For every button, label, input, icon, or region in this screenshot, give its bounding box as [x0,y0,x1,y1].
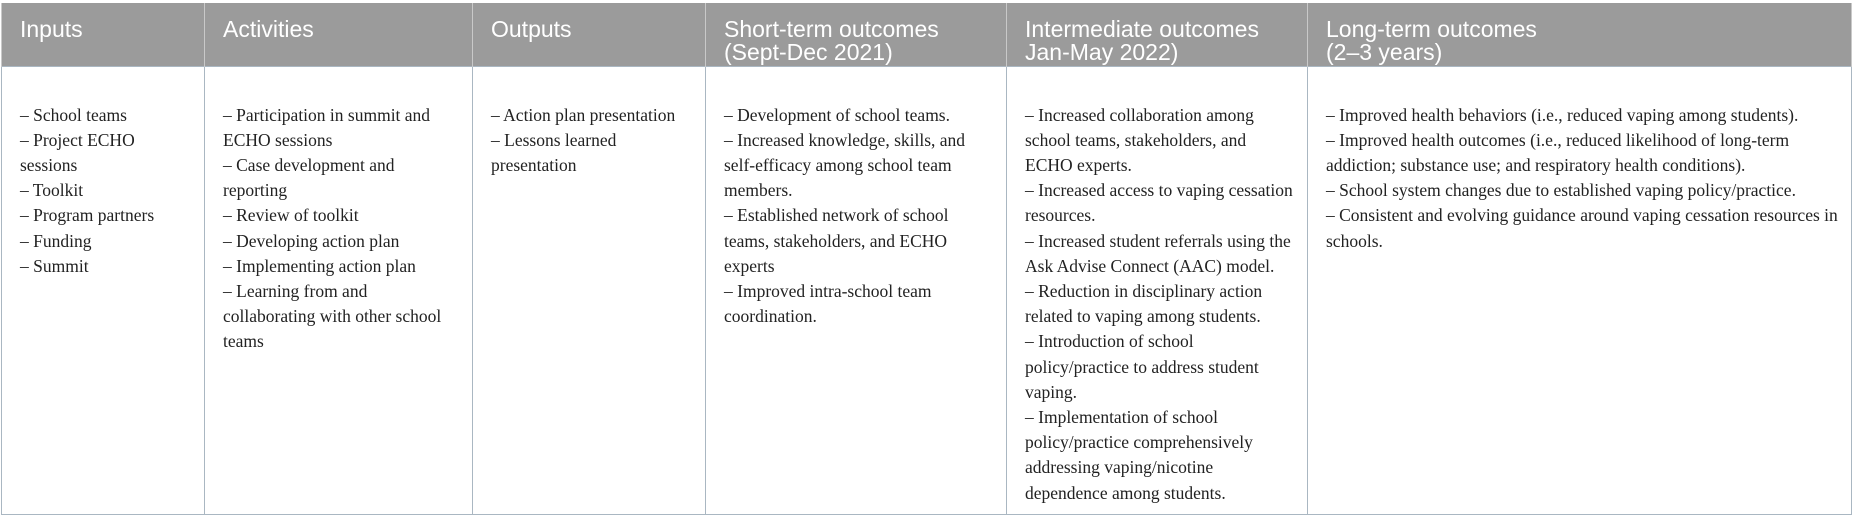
header-inputs [2,3,205,66]
activities-item: – Developing action plan [223,230,400,251]
header-row [2,3,1852,66]
header-intermediate-outcomes [1007,3,1308,66]
long-term-item: – Improved health outcomes (i.e., reduced likelihood of long-term addiction; substance use; and respiratory health conditions). [1326,129,1790,175]
activities-item: – Learning from and collaborating with other school teams [223,280,442,352]
intermediate-item: – Introduction of school policy/practice to address student vaping. [1025,331,1259,402]
header-outputs [473,3,706,66]
intermediate-item: – Increased access to vaping cessation resources. [1025,180,1293,226]
header-long-term-outcomes [1308,3,1852,66]
outputs-item: – Action plan presentation [491,104,676,125]
inputs-item: – Funding [20,230,92,251]
cell-long-term-outcomes [1308,66,1852,514]
header-long-term-line-1: Long-term outcomes [1326,16,1537,42]
long-term-item: – Consistent and evolving guidance around vaping cessation resources in schools. [1326,205,1838,251]
activities-item: – Participation in summit and ECHO sessions [223,104,431,150]
header-short-term-line-1: Short-term outcomes [724,16,939,42]
cell-activities [205,66,473,514]
inputs-item: – School teams [20,104,127,125]
header-outputs-line-1: Outputs [491,16,572,42]
long-term-item: – School system changes due to established vaping policy/practice. [1326,180,1796,201]
activities-item: – Case development and reporting [223,154,395,201]
header-activities-line-1: Activities [223,16,314,42]
short-term-item: – Improved intra-school team coordination. [724,280,932,327]
logic-model-table [1,3,1852,515]
cell-inputs [2,66,205,514]
inputs-item: – Toolkit [20,180,84,201]
header-intermediate-line-1: Intermediate outcomes [1025,16,1259,42]
body-row [2,66,1852,514]
header-short-term-line-2: (Sept-Dec 2021) [724,39,893,65]
header-short-term-outcomes [706,3,1007,66]
short-term-item: – Increased knowledge, skills, and self-efficacy among school team members. [724,129,966,201]
cell-intermediate-outcomes [1007,66,1308,514]
intermediate-item: – Reduction in disciplinary action related to vaping among students. [1025,280,1263,327]
intermediate-item: – Implementation of school policy/practice comprehensively addressing vaping/nicotine dependence among students. [1025,406,1253,503]
cell-short-term-outcomes [706,66,1007,514]
activities-item: – Implementing action plan [223,255,416,276]
long-term-item: – Improved health behaviors (i.e., reduced vaping among students). [1326,104,1799,125]
short-term-item: – Development of school teams. [724,104,950,125]
cell-outputs [473,66,706,514]
inputs-item: – Program partners [20,205,155,226]
header-activities [205,3,473,66]
header-long-term-line-2: (2–3 years) [1326,39,1443,65]
inputs-item: – Project ECHO sessions [20,129,135,175]
header-intermediate-line-2: Jan-May 2022) [1025,39,1179,65]
short-term-item: – Established network of school teams, stakeholders, and ECHO experts [724,205,949,276]
outputs-item: – Lessons learned presentation [491,129,617,175]
inputs-item: – Summit [20,255,89,276]
activities-item: – Review of toolkit [223,205,359,226]
header-inputs-line-1: Inputs [20,16,83,42]
intermediate-item: – Increased student referrals using the Ask Advise Connect (AAC) model. [1025,230,1291,276]
intermediate-item: – Increased collaboration among school teams, stakeholders, and ECHO experts. [1025,104,1254,175]
